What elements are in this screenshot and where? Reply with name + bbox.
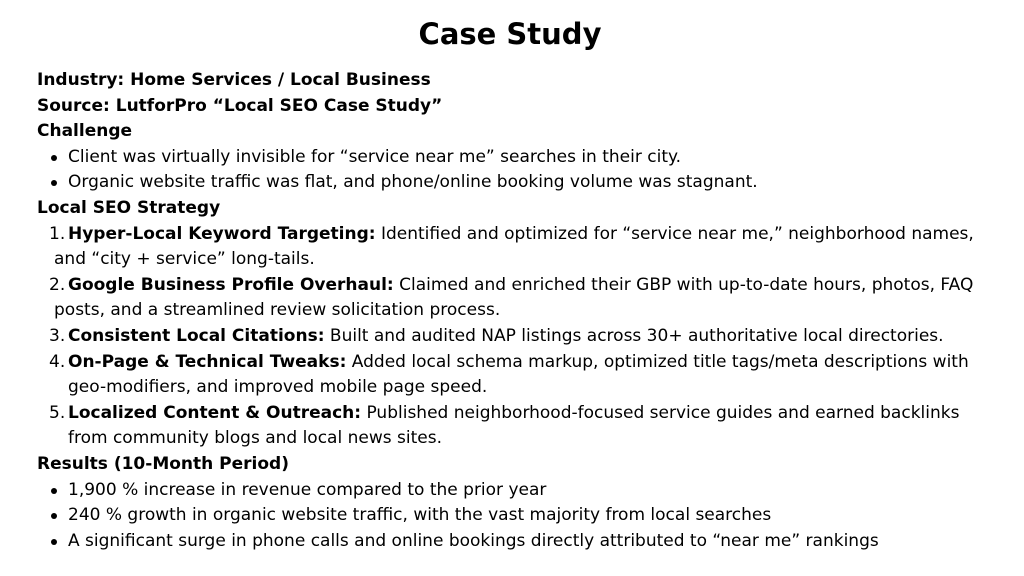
list-item: Organic website traffic was flat, and phone/online booking volume was stagnant. xyxy=(37,170,997,196)
list-item: 2. Google Business Profile Overhaul: Claimed and enriched their GBP with up-to-date hours, photos, FAQ posts, and a streamlined review solicitation process. xyxy=(49,274,974,321)
list-item: 3. Consistent Local Citations: Built and audited NAP listings across 30+ authoritative local directories. xyxy=(49,325,944,346)
case-study-document xyxy=(37,14,997,554)
bullet-icon xyxy=(51,155,57,161)
list-item: Client was virtually invisible for “service near me” searches in their city. xyxy=(37,145,997,171)
bullet-icon xyxy=(51,180,57,186)
strategy-list xyxy=(37,222,997,452)
bullet-icon xyxy=(51,539,57,545)
bullet-icon xyxy=(51,488,57,494)
list-item: A significant surge in phone calls and online bookings directly attributed to “near me” rankings xyxy=(37,529,997,555)
results-list xyxy=(37,478,997,555)
challenge-heading: Challenge xyxy=(37,121,133,142)
strategy-heading: Local SEO Strategy xyxy=(37,197,221,218)
list-item: 1,900 % increase in revenue compared to the prior year xyxy=(37,478,997,504)
list-item: 4. On-Page & Technical Tweaks: Added local schema markup, optimized title tags/meta descriptions with geo-modifiers, and improved mobile page speed. xyxy=(49,351,969,398)
list-item: 1. Hyper-Local Keyword Targeting: Identified and optimized for “service near me,” neighborhood names, and “city + service” long-tails. xyxy=(49,223,974,270)
page-title: Case Study xyxy=(418,17,602,51)
list-item: 5. Localized Content & Outreach: Published neighborhood-focused service guides and earned backlinks from community blogs and local news sites. xyxy=(49,402,960,449)
results-heading: Results (10-Month Period) xyxy=(37,453,289,474)
challenge-list xyxy=(37,145,997,196)
industry-line: Industry: Home Services / Local Business xyxy=(37,70,431,90)
source-line: Source: LutforPro “Local SEO Case Study” xyxy=(37,95,443,116)
bullet-icon xyxy=(51,513,57,519)
list-item: 240 % growth in organic website traffic, with the vast majority from local searches xyxy=(37,503,997,529)
